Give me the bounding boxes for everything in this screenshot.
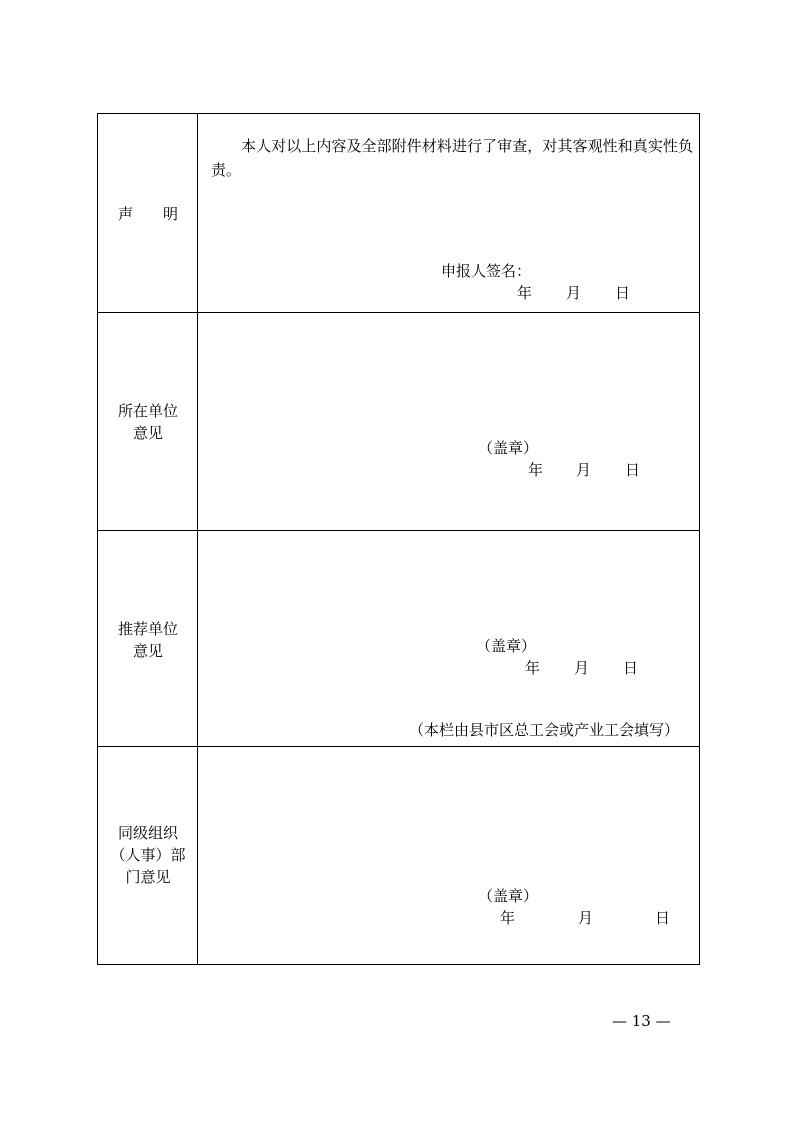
row-recommender-opinion xyxy=(98,530,699,746)
date-month: 月 xyxy=(576,461,592,479)
date-day: 日 xyxy=(655,909,671,927)
row-employer-opinion xyxy=(98,312,699,530)
date-day: 日 xyxy=(615,284,631,302)
date-month: 月 xyxy=(574,659,590,677)
label-personnel-line1: 同级组织 xyxy=(117,824,178,842)
declaration-statement: 本人对以上内容及全部附件材料进行了审查，对其客观性和真实性负责。 xyxy=(211,137,693,179)
label-cell-declaration xyxy=(98,114,198,312)
row-personnel-dept-opinion xyxy=(98,746,699,964)
date-month: 月 xyxy=(566,284,582,302)
seal-label: （盖章） xyxy=(478,439,539,457)
seal-label: （盖章） xyxy=(478,887,539,905)
label-personnel-line2: （人事）部 xyxy=(110,846,186,864)
label-cell-personnel xyxy=(98,747,198,964)
label-employer-line1: 所在单位 xyxy=(117,402,178,420)
label-personnel-line3: 门意见 xyxy=(125,868,171,886)
date-year: 年 xyxy=(517,284,533,302)
row-declaration xyxy=(98,114,699,312)
label-employer-line2: 意见 xyxy=(132,424,163,442)
date-year: 年 xyxy=(525,659,541,677)
label-declaration: 声 明 xyxy=(117,205,178,223)
label-recommender-line2: 意见 xyxy=(132,642,163,660)
date-year: 年 xyxy=(528,461,544,479)
date-day: 日 xyxy=(623,659,639,677)
applicant-signature-label: 申报人签名： xyxy=(441,262,532,280)
page-number: — 13 — xyxy=(612,1012,671,1030)
label-cell-employer xyxy=(98,313,198,530)
recommender-note: （本栏由县市区总工会或产业工会填写） xyxy=(409,721,680,739)
label-cell-recommender xyxy=(98,531,198,746)
date-month: 月 xyxy=(578,909,594,927)
date-day: 日 xyxy=(625,461,641,479)
label-recommender-line1: 推荐单位 xyxy=(117,620,178,638)
seal-label: （盖章） xyxy=(476,637,537,655)
date-year: 年 xyxy=(500,909,516,927)
approval-form-table xyxy=(97,113,700,965)
